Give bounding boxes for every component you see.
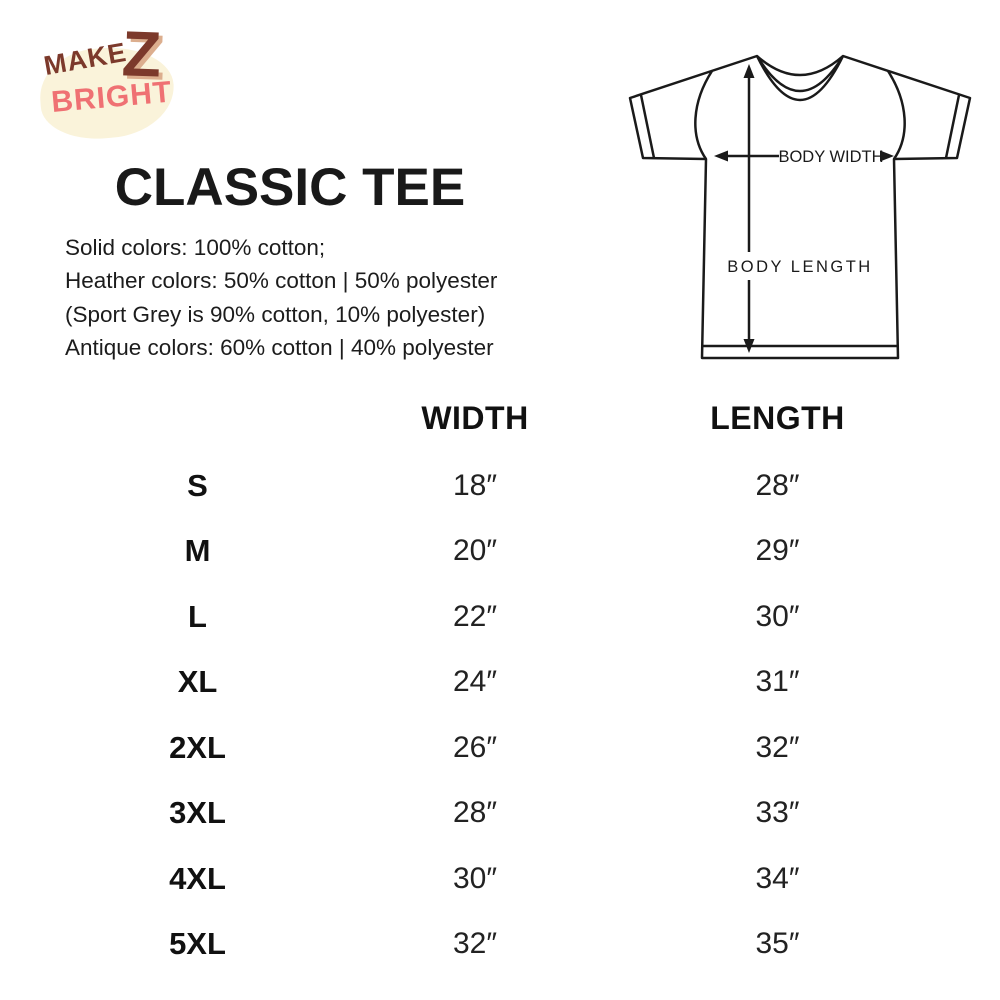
tshirt-measurement-diagram bbox=[612, 40, 982, 385]
fabric-line-antique: Antique colors: 60% cotton | 40% polyester bbox=[65, 335, 494, 361]
table-row bbox=[85, 584, 915, 650]
column-header-length: LENGTH bbox=[710, 399, 845, 436]
size-label: L bbox=[188, 598, 207, 634]
size-label: 5XL bbox=[169, 926, 226, 962]
fabric-line-solid: Solid colors: 100% cotton; bbox=[65, 234, 326, 260]
body-width-label: BODY WIDTH bbox=[778, 148, 884, 166]
width-value: 24″ bbox=[453, 665, 497, 699]
size-label: 4XL bbox=[169, 860, 226, 896]
length-value: 30″ bbox=[755, 599, 800, 633]
length-value: 29″ bbox=[755, 534, 800, 568]
column-header-width: WIDTH bbox=[421, 399, 529, 436]
width-value: 32″ bbox=[453, 927, 497, 961]
tshirt-outline bbox=[630, 56, 970, 358]
logo-word-bright: BRIGHT bbox=[50, 75, 174, 120]
table-row bbox=[85, 781, 915, 847]
table-row bbox=[85, 650, 915, 716]
fabric-line-heather: Heather colors: 50% cotton | 50% polyester bbox=[65, 268, 498, 294]
length-value: 28″ bbox=[755, 468, 800, 502]
length-value: 32″ bbox=[755, 730, 800, 764]
logo-word-make: MAKE bbox=[41, 36, 130, 82]
logo-letter-z: Z bbox=[120, 17, 163, 91]
width-value: 28″ bbox=[453, 796, 497, 830]
tshirt-diagram-svg bbox=[612, 40, 982, 385]
width-value: 18″ bbox=[453, 468, 497, 502]
size-label: 2XL bbox=[169, 729, 226, 765]
length-value: 33″ bbox=[755, 796, 800, 830]
width-value: 26″ bbox=[453, 730, 497, 764]
table-row bbox=[85, 715, 915, 781]
product-title: CLASSIC TEE bbox=[114, 158, 466, 217]
size-label: 3XL bbox=[169, 795, 226, 831]
size-chart-table bbox=[85, 383, 915, 977]
product-info bbox=[20, 158, 560, 365]
size-label: S bbox=[187, 467, 208, 503]
length-value: 31″ bbox=[755, 665, 800, 699]
table-row bbox=[85, 846, 915, 912]
table-header-row bbox=[85, 383, 915, 453]
length-value: 35″ bbox=[755, 927, 800, 961]
width-value: 22″ bbox=[453, 599, 497, 633]
body-length-label: BODY LENGTH bbox=[727, 258, 873, 276]
length-value: 34″ bbox=[755, 861, 800, 895]
table-row bbox=[85, 453, 915, 519]
fabric-description bbox=[20, 231, 560, 365]
table-row bbox=[85, 912, 915, 978]
table-row bbox=[85, 519, 915, 585]
size-label: M bbox=[184, 533, 211, 569]
width-value: 20″ bbox=[453, 534, 497, 568]
size-label: XL bbox=[177, 664, 218, 700]
fabric-line-sportgrey: (Sport Grey is 90% cotton, 10% polyester) bbox=[65, 301, 486, 327]
width-value: 30″ bbox=[453, 861, 497, 895]
brand-logo bbox=[28, 17, 198, 150]
